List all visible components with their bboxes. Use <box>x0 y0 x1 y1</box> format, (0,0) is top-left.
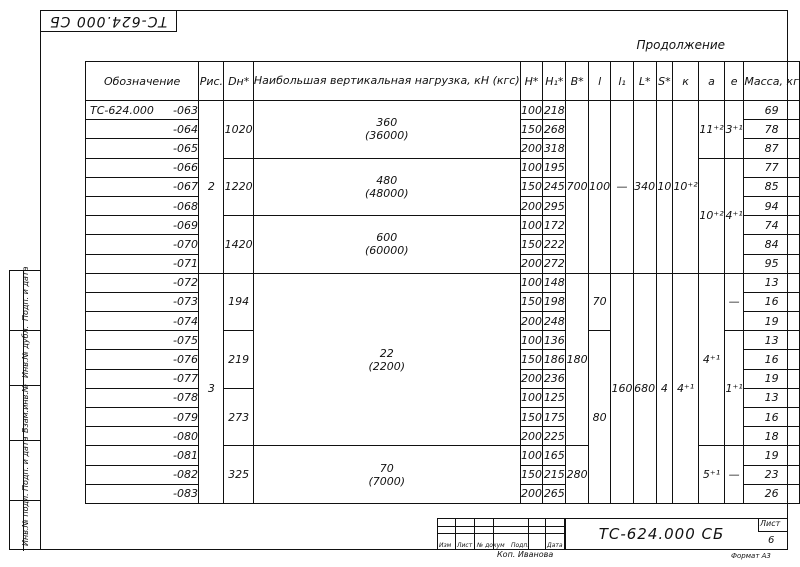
designation-suffix: -067 <box>173 180 198 194</box>
figure-cell: 3 <box>199 273 224 503</box>
dn-cell: 219 <box>224 331 254 389</box>
mass-cell: 16 <box>744 292 800 311</box>
h-cell: 200 <box>520 139 543 158</box>
designation-suffix: -070 <box>173 237 198 251</box>
designation-suffix: -075 <box>173 333 198 347</box>
format-label: Формат А3 <box>731 552 771 560</box>
h-cell: 200 <box>520 312 543 331</box>
tb-col-sign: Подп. <box>511 542 530 549</box>
mass-cell: 78 <box>744 120 800 139</box>
mass-cell: 77 <box>744 158 800 177</box>
dn-cell: 194 <box>224 273 254 331</box>
designation-cell <box>86 331 199 350</box>
designation-cell <box>86 369 199 388</box>
mass-cell: 87 <box>744 139 800 158</box>
figure-cell: 2 <box>199 101 224 274</box>
h-cell: 150 <box>520 120 543 139</box>
col-h1: H₁* <box>543 62 566 101</box>
designation-cell <box>86 139 199 158</box>
mass-cell: 19 <box>744 312 800 331</box>
l-cell: 80 <box>588 331 610 504</box>
designation-suffix: -078 <box>173 391 198 405</box>
designation-suffix: -066 <box>173 161 198 175</box>
load-cell <box>253 446 520 504</box>
l-cell: 100 <box>588 101 610 274</box>
L-cell: 680 <box>633 273 656 503</box>
h-cell: 150 <box>520 465 543 484</box>
mass-cell: 26 <box>744 484 800 503</box>
a-cell: 10⁺² <box>699 158 725 273</box>
side-label: Подп. и дата <box>21 266 30 321</box>
h-cell: 150 <box>520 408 543 427</box>
mass-cell: 13 <box>744 273 800 292</box>
b-cell: 700 <box>566 101 589 274</box>
designation-cell <box>86 484 199 503</box>
sheet-label: Лист <box>760 519 781 528</box>
designation-cell <box>86 312 199 331</box>
mass-cell: 19 <box>744 446 800 465</box>
continuation-label: Продолжение <box>636 38 725 52</box>
side-label: Подп. и дата <box>21 436 30 491</box>
load-cell <box>253 158 520 216</box>
load-cell <box>253 101 520 159</box>
mass-cell: 13 <box>744 388 800 407</box>
h1-cell: 245 <box>543 177 566 196</box>
designation-cell <box>86 158 199 177</box>
designation-cell <box>86 446 199 465</box>
e-cell: 3⁺¹ <box>725 101 744 159</box>
load-kgf: (2200) <box>368 359 406 373</box>
col-figure: Рис. <box>199 62 224 101</box>
designation-suffix: -065 <box>173 141 198 155</box>
designation-cell <box>86 254 199 273</box>
e-cell: — <box>725 273 744 331</box>
h-cell: 150 <box>520 235 543 254</box>
designation-suffix: -064 <box>173 122 198 136</box>
e-cell: 1⁺¹ <box>725 331 744 446</box>
h1-cell: 268 <box>543 120 566 139</box>
h1-cell: 215 <box>543 465 566 484</box>
side-stamp <box>9 266 40 550</box>
e-cell: 4⁺¹ <box>725 158 744 273</box>
copied-by: Коп. Иванова <box>497 550 554 559</box>
load-kgf: (7000) <box>368 474 406 488</box>
h-cell: 100 <box>520 446 543 465</box>
dn-cell: 1420 <box>224 216 254 274</box>
h-cell: 100 <box>520 158 543 177</box>
load-kn: 480 <box>376 173 398 187</box>
designation-cell <box>86 216 199 235</box>
h1-cell: 222 <box>543 235 566 254</box>
h1-cell: 248 <box>543 312 566 331</box>
designation-suffix: -081 <box>173 448 198 462</box>
designation-cell <box>86 101 199 120</box>
l1-cell: 160 <box>611 273 633 503</box>
designation-cell <box>86 465 199 484</box>
designation-base: ТС-624.000 <box>90 103 154 117</box>
a-cell: 11⁺² <box>699 101 725 159</box>
designation-suffix: -071 <box>173 257 198 271</box>
col-l: l <box>588 62 610 101</box>
col-k: к <box>673 62 699 101</box>
load-kn: 360 <box>376 116 398 130</box>
h-cell: 100 <box>520 216 543 235</box>
h-cell: 200 <box>520 484 543 503</box>
load-cell <box>253 216 520 274</box>
dn-cell: 1020 <box>224 101 254 159</box>
dn-cell: 325 <box>224 446 254 504</box>
tb-col-izm: Изм <box>439 542 452 549</box>
S-cell: 4 <box>656 273 673 503</box>
mass-cell: 85 <box>744 177 800 196</box>
S-cell: 10 <box>656 101 673 274</box>
mass-cell: 69 <box>744 101 800 120</box>
h1-cell: 175 <box>543 408 566 427</box>
designation-cell <box>86 120 199 139</box>
designation-suffix: -074 <box>173 314 198 328</box>
col-designation: Обозначение <box>86 62 199 101</box>
h1-cell: 165 <box>543 446 566 465</box>
h1-cell: 136 <box>543 331 566 350</box>
designation-suffix: -068 <box>173 199 198 213</box>
h-cell: 200 <box>520 254 543 273</box>
designation-cell <box>86 350 199 369</box>
load-kn: 70 <box>379 461 394 475</box>
h-cell: 150 <box>520 350 543 369</box>
mass-cell: 19 <box>744 369 800 388</box>
designation-suffix: -073 <box>173 295 198 309</box>
load-kn: 22 <box>379 346 394 360</box>
h1-cell: 125 <box>543 388 566 407</box>
spec-table <box>85 61 800 504</box>
h1-cell: 186 <box>543 350 566 369</box>
a-cell: 5⁺¹ <box>699 446 725 504</box>
designation-cell <box>86 273 199 292</box>
h1-cell: 195 <box>543 158 566 177</box>
designation-suffix: -080 <box>173 429 198 443</box>
designation-suffix: -083 <box>173 487 198 501</box>
designation-suffix: -076 <box>173 353 198 367</box>
load-cell <box>253 273 520 446</box>
b-cell: 180 <box>566 273 589 446</box>
col-mass: Масса, кг <box>744 62 800 101</box>
table-row <box>86 273 800 292</box>
tb-col-doc: № докум <box>477 542 505 549</box>
mass-cell: 13 <box>744 331 800 350</box>
side-label: Инв.№ подл. <box>21 493 30 546</box>
col-S: S* <box>656 62 673 101</box>
h-cell: 100 <box>520 388 543 407</box>
designation-cell <box>86 388 199 407</box>
h1-cell: 198 <box>543 292 566 311</box>
h-cell: 200 <box>520 196 543 215</box>
designation-cell <box>86 196 199 215</box>
L-cell: 340 <box>633 101 656 274</box>
h-cell: 150 <box>520 292 543 311</box>
designation-cell <box>86 408 199 427</box>
h-cell: 200 <box>520 427 543 446</box>
h1-cell: 295 <box>543 196 566 215</box>
top-designation-stamp <box>40 10 177 32</box>
h1-cell: 318 <box>543 139 566 158</box>
h-cell: 200 <box>520 369 543 388</box>
h1-cell: 225 <box>543 427 566 446</box>
designation-cell <box>86 427 199 446</box>
k-cell: 4⁺¹ <box>673 273 699 503</box>
e-cell: — <box>725 446 744 504</box>
a-cell: 4⁺¹ <box>699 273 725 446</box>
h1-cell: 218 <box>543 101 566 120</box>
h-cell: 100 <box>520 273 543 292</box>
col-h: H* <box>520 62 543 101</box>
side-label: Взам.инв.№ <box>21 383 30 433</box>
k-cell: 10⁺² <box>673 101 699 274</box>
col-L: L* <box>633 62 656 101</box>
designation-cell <box>86 177 199 196</box>
l1-cell: — <box>611 101 633 274</box>
designation-cell <box>86 292 199 311</box>
table-row <box>86 101 800 120</box>
mass-cell: 16 <box>744 408 800 427</box>
mass-cell: 16 <box>744 350 800 369</box>
dn-cell: 1220 <box>224 158 254 216</box>
load-kn: 600 <box>376 231 398 245</box>
col-a: a <box>699 62 725 101</box>
col-e: e <box>725 62 744 101</box>
h1-cell: 172 <box>543 216 566 235</box>
h1-cell: 236 <box>543 369 566 388</box>
designation-suffix: -079 <box>173 410 198 424</box>
col-dn: Dн* <box>224 62 254 101</box>
stamp-text: ТС-624.000 СБ <box>48 13 168 29</box>
col-load: Наибольшая вертикальная нагрузка, кН (кгс) <box>253 62 520 101</box>
mass-cell: 94 <box>744 196 800 215</box>
header-row <box>86 62 800 101</box>
mass-cell: 74 <box>744 216 800 235</box>
load-kgf: (36000) <box>364 129 409 143</box>
load-kgf: (60000) <box>364 244 409 258</box>
designation-suffix: -072 <box>173 276 198 290</box>
h1-cell: 265 <box>543 484 566 503</box>
sheet-number: 6 <box>768 535 775 546</box>
dn-cell: 273 <box>224 388 254 446</box>
col-l1: l₁ <box>611 62 633 101</box>
col-b: B* <box>566 62 589 101</box>
h-cell: 100 <box>520 101 543 120</box>
tb-col-list: Лист <box>457 542 473 549</box>
tb-col-date: Дата <box>547 542 563 549</box>
side-label: Инв.№ дубл. <box>21 325 30 378</box>
mass-cell: 23 <box>744 465 800 484</box>
h1-cell: 272 <box>543 254 566 273</box>
designation-cell <box>86 235 199 254</box>
mass-cell: 84 <box>744 235 800 254</box>
designation-suffix: -082 <box>173 468 198 482</box>
h-cell: 100 <box>520 331 543 350</box>
designation-suffix: -077 <box>173 372 198 386</box>
h1-cell: 148 <box>543 273 566 292</box>
load-kgf: (48000) <box>364 186 409 200</box>
mass-cell: 95 <box>744 254 800 273</box>
b-cell: 280 <box>566 446 589 504</box>
l-cell: 70 <box>588 273 610 331</box>
title-designation: ТС-624.000 СБ <box>598 525 725 543</box>
mass-cell: 18 <box>744 427 800 446</box>
designation-suffix: -063 <box>173 103 198 117</box>
designation-suffix: -069 <box>173 218 198 232</box>
h-cell: 150 <box>520 177 543 196</box>
